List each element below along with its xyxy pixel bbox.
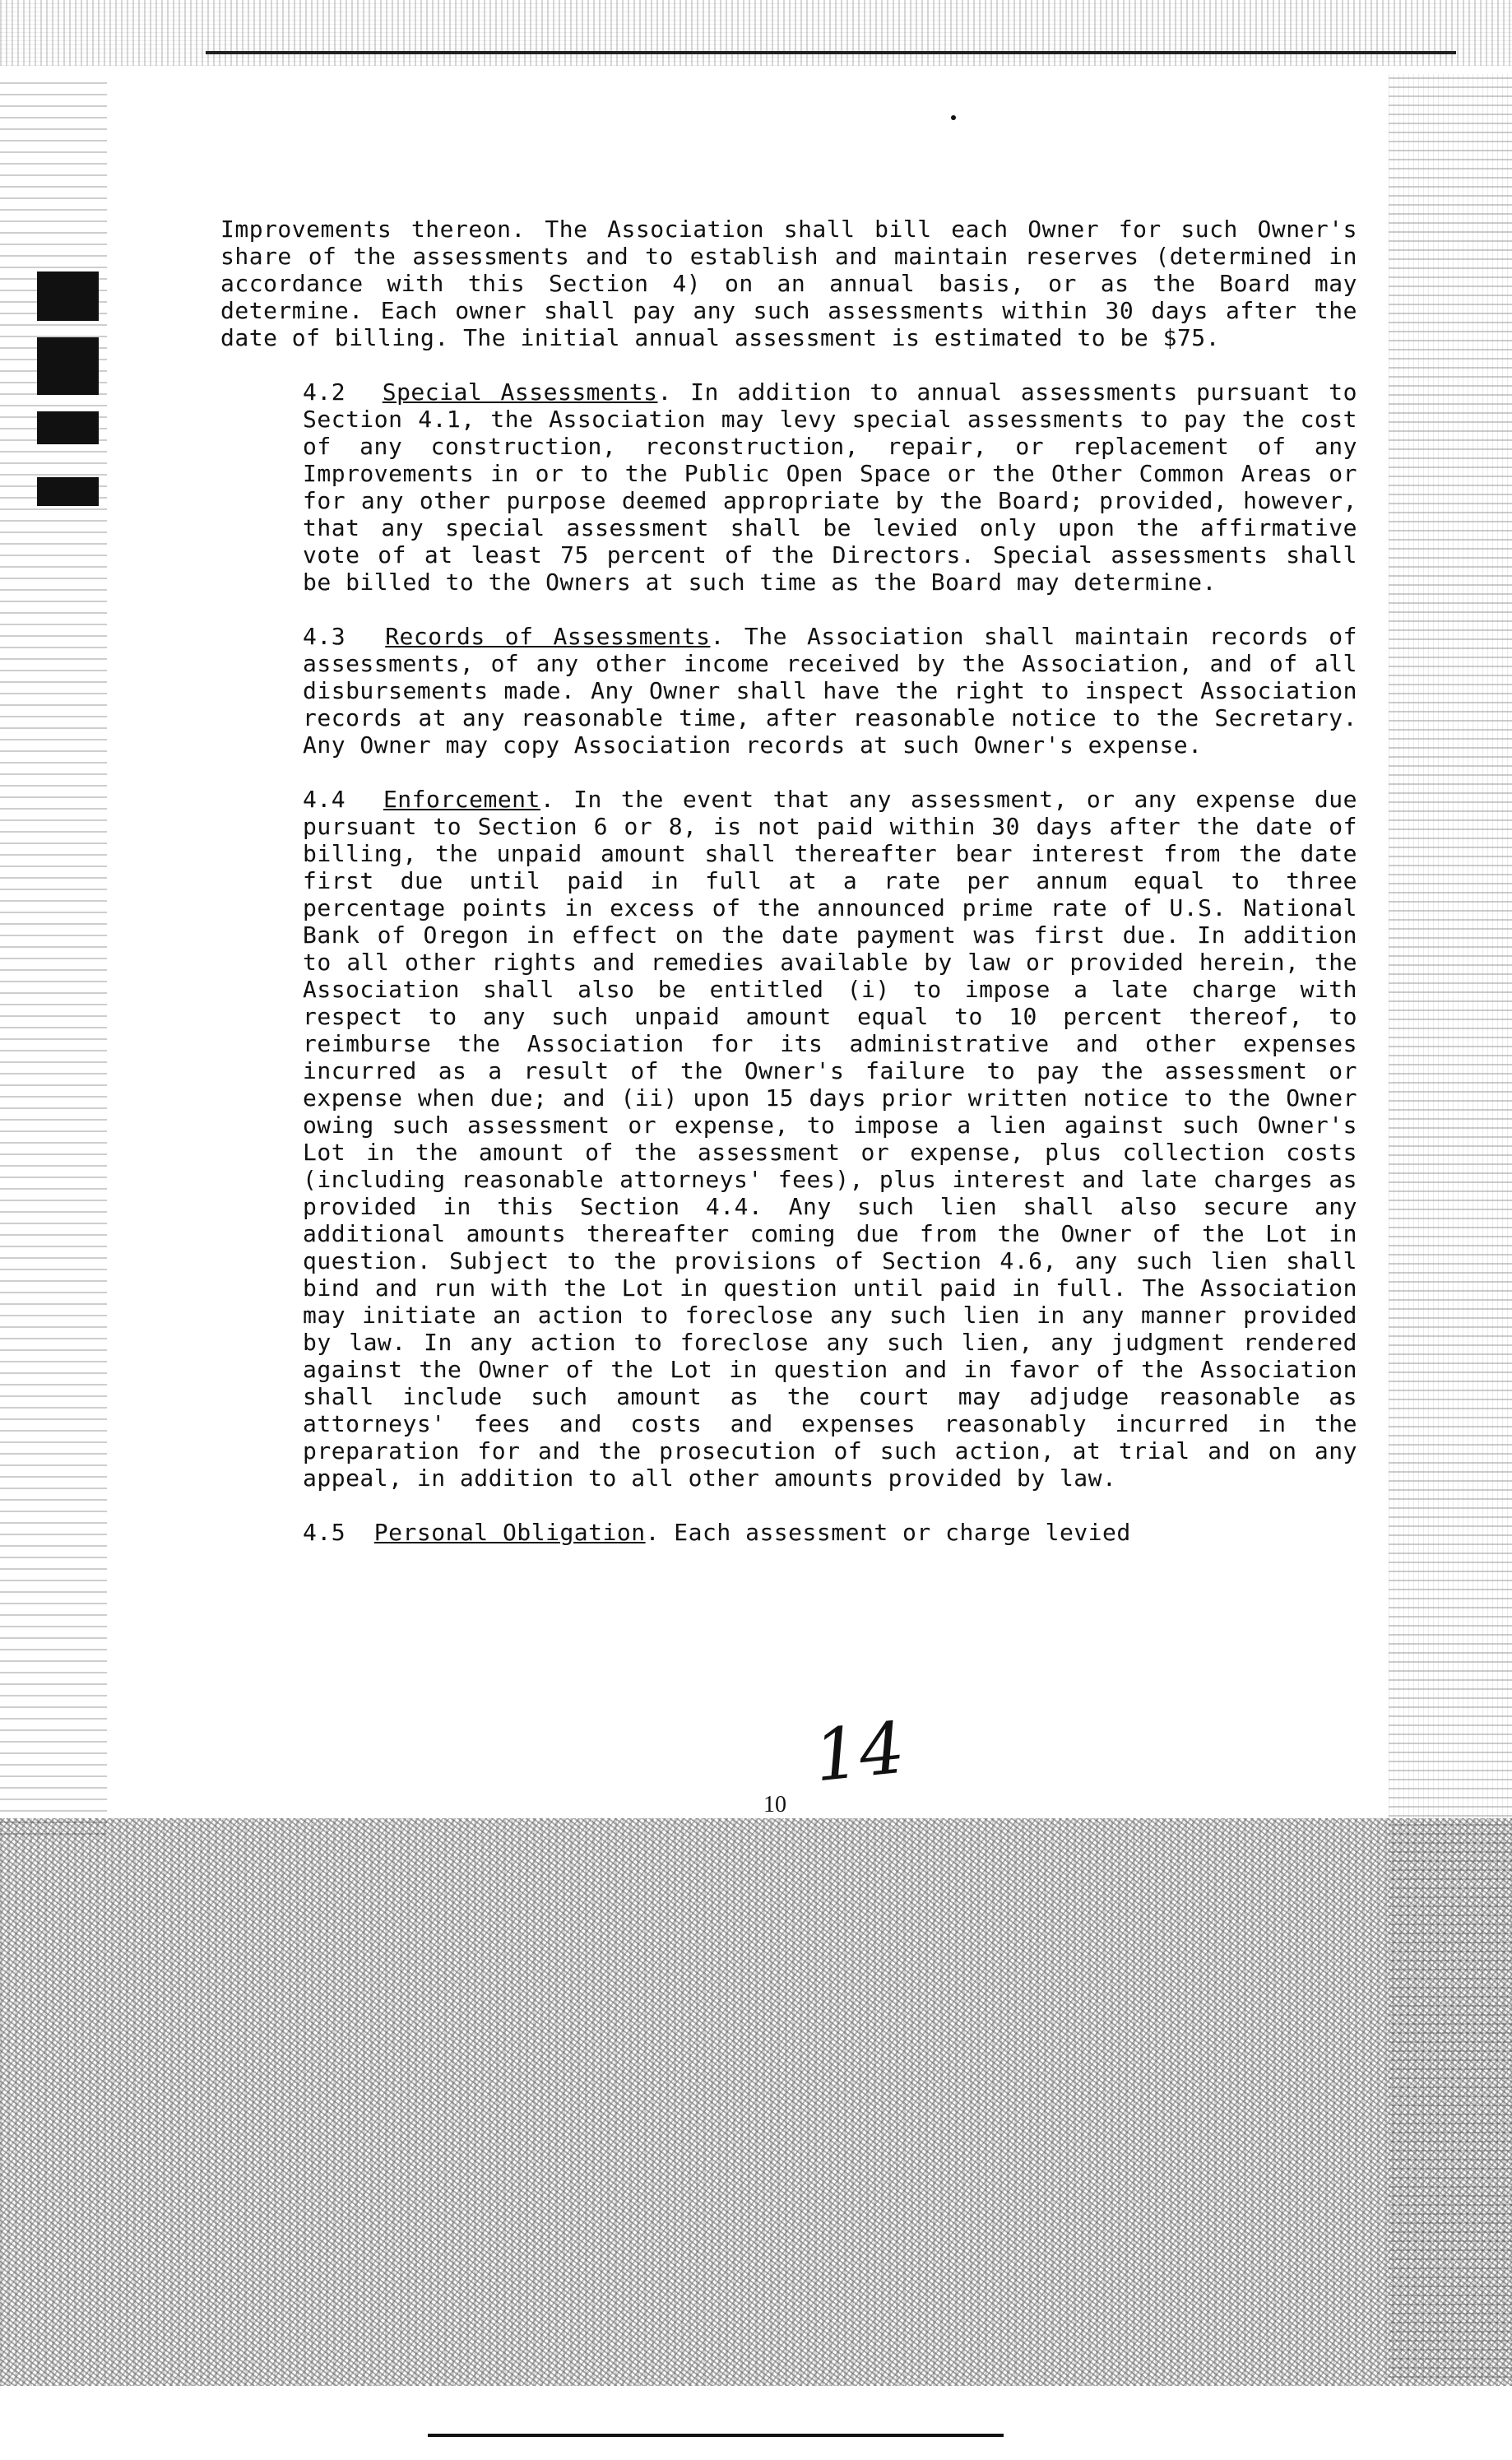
scan-noise-bottom xyxy=(0,1818,1512,2386)
section-heading: Records of Assessments xyxy=(385,623,711,650)
section-number: 4.2 xyxy=(303,378,346,406)
handwritten-page-mark: 14 xyxy=(810,1706,909,1799)
section-number: 4.3 xyxy=(303,623,346,650)
intro-paragraph: Improvements thereon. The Association shall bill each Owner for such Owner's share of the assessments and to establish and maintain reserves (determined in accordance with this Section 4) on an annual basis, or as the Board may determine. Each owner shall pay any such assessments within 30 days after the date of billing. The initial annual assessment is estimated to be $75. xyxy=(220,216,1357,351)
document-body xyxy=(220,216,1357,1546)
section-4-2 xyxy=(220,378,1357,596)
section-4-5 xyxy=(220,1519,1357,1546)
top-rule xyxy=(206,51,1456,54)
section-heading: Special Assessments xyxy=(382,378,658,406)
bottom-rule xyxy=(428,2434,1004,2437)
section-heading: Enforcement xyxy=(383,786,540,813)
section-number: 4.4 xyxy=(303,786,346,813)
scan-block xyxy=(37,337,99,395)
section-text: . Each assessment or charge levied xyxy=(645,1519,1131,1546)
section-text: . The Association shall maintain records of assessments, of any other income received by the Association, and of all disbursements made. Any Owner shall have the right to inspect Association records at any reasonable time, after reasonable notice to the Secretary. Any Owner may copy Association records at such Owner's expense. xyxy=(303,623,1357,759)
scan-noise-top xyxy=(0,0,1512,66)
scan-block xyxy=(37,411,99,444)
section-number: 4.5 xyxy=(303,1519,346,1546)
section-4-4 xyxy=(220,786,1357,1492)
section-4-3 xyxy=(220,623,1357,759)
section-heading: Personal Obligation xyxy=(373,1519,646,1546)
stray-mark xyxy=(951,115,956,120)
page-number: 10 xyxy=(763,1792,786,1817)
scan-block xyxy=(37,477,99,506)
section-text: . In addition to annual assessments pursuant to Section 4.1, the Association may levy special assessments to pay the cost of any construction, reconstruction, repair, or replacement of any Improvements in or to the Public Open Space or the Other Common Areas or for any other purpose deemed appropriate by the Board; provided, however, that any special assessment shall be levied only upon the affirmative vote of at least 75 percent of the Directors. Special assessments shall be billed to the Owners at such time as the Board may determine. xyxy=(303,378,1357,596)
scan-block xyxy=(37,272,99,321)
section-text: . In the event that any assessment, or any expense due pursuant to Section 6 or 8, is not paid within 30 days after the date of billing, the unpaid amount shall thereafter bear interest from the date first due until paid in full at a rate per annum equal to three percentage points in excess of the announced prime rate of U.S. National Bank of Oregon in effect on the date payment was first due. In addition to all other rights and remedies available by law or provided herein, the Association shall also be entitled (i) to impose a late charge with respect to any such unpaid amount equal to 10 percent thereof, to reimburse the Association for its administrative and other expenses incurred as a result of the Owner's failure to pay the assessment or expense when due; and (ii) upon 15 days prior written notice to the Owner owing such assessment or expense, to impose a lien against such Owner's Lot in the amount of the assessment or expense, plus collection costs (including reasonable attorneys' fees), plus interest and late charges as provided in this Section 4.4. Any such lien shall also secure any additional amounts thereafter coming due from the Owner of the Lot in question. Subject to the provisions of Section 4.6, any such lien shall bind and run with the Lot in question until paid in full. The Association may initiate an action to foreclose any such lien in any manner provided by law. In any action to foreclose any such lien, any judgment rendered against the Owner of the Lot in question and in favor of the Association shall include such amount as the court may adjudge reasonable as attorneys' fees and costs and expenses reasonably incurred in the preparation for and the prosecution of such action, at trial and on any appeal, in addition to all other amounts provided by law. xyxy=(303,786,1357,1492)
